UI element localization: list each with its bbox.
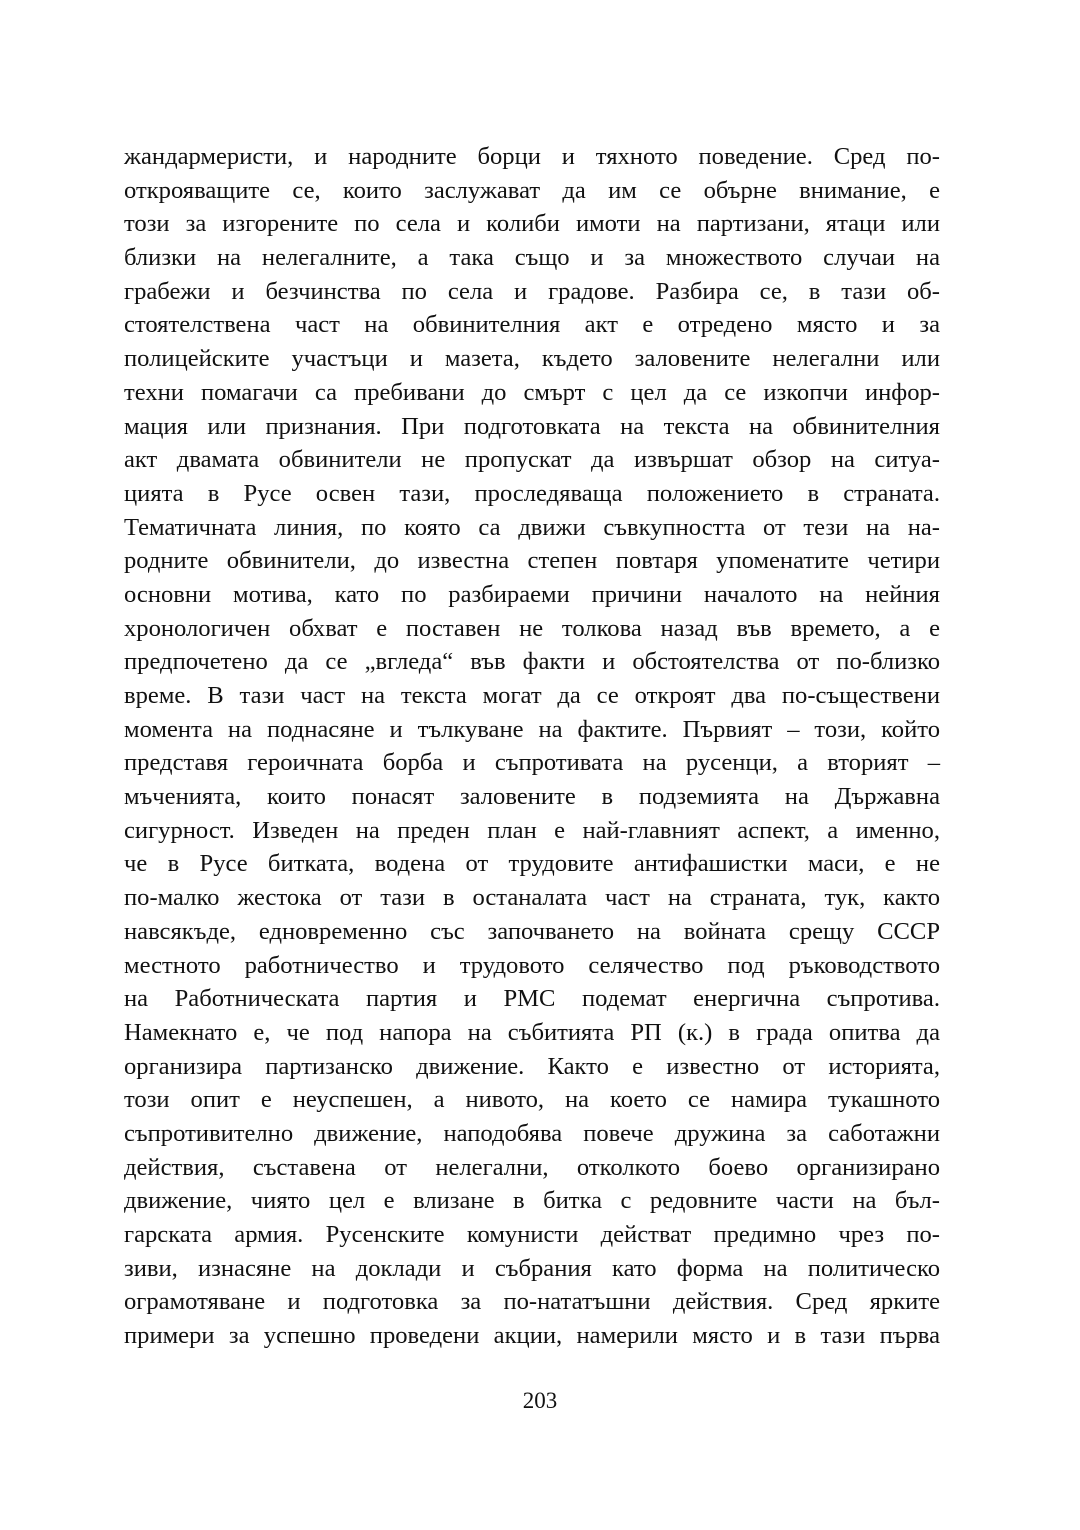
- page-number: 203: [522, 1388, 558, 1413]
- text-line: техни помагачи са пребивани до смърт с цел да се изкопчи инфор-: [124, 378, 940, 406]
- text-line: близки на нелегалните, а така също и за множеството случаи на: [124, 244, 940, 272]
- text-line: момента на поднасяне и тълкуване на фактите. Първият – този, който: [124, 715, 940, 743]
- text-line: открояващите се, които заслужават да им се обърне внимание, е: [124, 176, 940, 204]
- text-line: навсякъде, едновременно със започването на войната срещу СССР: [124, 917, 940, 945]
- text-line: организира партизанско движение. Както е известно от историята,: [124, 1052, 940, 1080]
- text-line: полицейските участъци и мазета, където заловените нелегални или: [124, 345, 940, 373]
- text-line: съпротивително движение, наподобява повече дружина за саботажни: [124, 1119, 940, 1147]
- text-line: предпочетено да се „вгледа“ във факти и обстоятелства от по-близко: [124, 648, 940, 676]
- text-line: Тематичната линия, по която са движи съвкупността от тези на на-: [124, 513, 940, 541]
- text-line: на Работническата партия и РМС подемат енергична съпротива.: [124, 985, 940, 1013]
- text-line: акт двамата обвинители не пропускат да извършат обзор на ситуа-: [124, 446, 940, 474]
- text-line: мъченията, които понасят заловените в подземията на Държавна: [124, 783, 940, 811]
- text-line: сигурност. Изведен на преден план е най-главният аспект, а именно,: [124, 816, 940, 844]
- text-line: грабежи и безчинства по села и градове. Разбира се, в тази об-: [124, 277, 940, 305]
- text-line: действия, съставена от нелегални, отколкото боево организирано: [124, 1153, 940, 1181]
- body-text: [124, 140, 940, 1353]
- text-line: примери за успешно проведени акции, намерили място и в тази първа: [124, 1322, 940, 1350]
- text-line: ограмотяване и подготовка за по-нататъшни действия. Сред ярките: [124, 1288, 940, 1316]
- text-line: зиви, изнасяне на доклади и събрания като форма на политическо: [124, 1254, 940, 1282]
- text-line: гарската армия. Русенските комунисти действат предимно чрез по-: [124, 1221, 940, 1248]
- text-line: че в Русе битката, водена от трудовите антифашистки маси, е не: [124, 850, 940, 878]
- text-line: този за изгорените по села и колиби имоти на партизани, ятаци или: [124, 210, 940, 238]
- text-line: движение, чиято цел е влизане в битка с редовните части на бъл-: [124, 1187, 940, 1215]
- text-line: жандармеристи, и народните борци и тяхното поведение. Сред по-: [124, 143, 940, 170]
- text-line: цията в Русе освен тази, проследяваща положението в страната.: [124, 479, 940, 507]
- text-line: хронологичен обхват е поставен не толкова назад във времето, а е: [124, 614, 940, 642]
- text-line: време. В тази част на текста могат да се откроят два по-съществени: [124, 682, 940, 709]
- text-line: представя героичната борба и съпротивата на русенци, а вторият –: [124, 749, 940, 777]
- text-line: по-малко жестока от тази в останалата част на страната, тук, както: [124, 884, 940, 912]
- text-line: родните обвинители, до известна степен повтаря упоменатите четири: [124, 547, 940, 575]
- text-line: Намекнато е, че под напора на събитията РП (к.) в града опитва да: [124, 1018, 940, 1046]
- text-line: основни мотива, като по разбираеми причини началото на нейния: [124, 580, 940, 608]
- text-line: мация или признания. При подготовката на текста на обвинителния: [124, 412, 940, 440]
- text-line: този опит е неуспешен, а нивото, на което се намира тукашното: [124, 1086, 940, 1114]
- text-line: местното работничество и трудовото селячество под ръководството: [124, 951, 940, 979]
- text-line: стоятелствена част на обвинителния акт е отредено място и за: [124, 311, 940, 339]
